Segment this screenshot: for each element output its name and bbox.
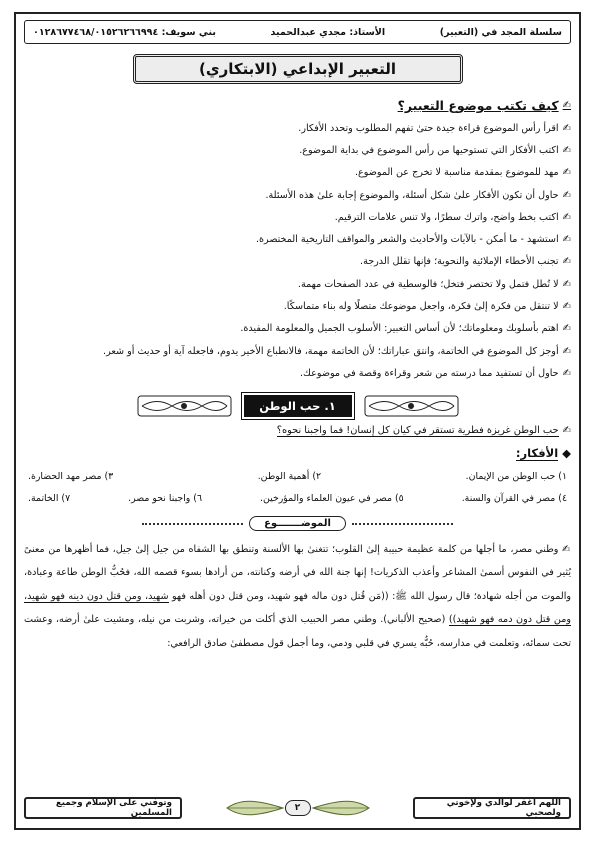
tip-item — [24, 117, 571, 139]
footer-left-box: وتوفني على الإسلام وجميع المسلمين — [24, 797, 182, 819]
hadith-quote: شهيد، ومن قتل دون دينه فهو شهيد، ومن قتل دون دمه فهو شهيد)) — [24, 590, 571, 626]
section-heading — [24, 98, 571, 113]
idea-item: ٤) مصر في القرآن والسنة. — [461, 492, 567, 504]
ornament-left — [137, 395, 232, 417]
page-title: التعبير الإبداعي (الابتكاري) — [133, 54, 463, 84]
leaf-ornament-icon — [311, 799, 371, 817]
tip-text: لا تنتقل من فكرة إلىٰ فكرة، واجعل موضوعك متصلًا وله بناء متماسكًا. — [283, 301, 559, 313]
tip-item — [24, 139, 571, 161]
tip-item — [24, 340, 571, 362]
hand-pointer-icon: ✍ — [562, 167, 571, 179]
tip-item — [24, 206, 571, 228]
tip-text: استشهد - ما أمكن - بالآيات والأحاديث والشعر والمواقف التاريخية المختصرة. — [255, 234, 559, 246]
hand-pointer-icon: ✍ — [562, 301, 571, 313]
hadith-citation: (صحيح الألباني). — [376, 614, 449, 626]
hand-pointer-icon: ✍ — [562, 189, 571, 201]
tip-text: حاول أن تكون الأفكار علىٰ شكل أسئلة، والموضوع إجابة علىٰ هذه الأسئلة. — [265, 189, 559, 201]
tip-item — [24, 228, 571, 250]
footer-right-box: اللهم اغفر لوالدي ولإخوتي ولصحبي — [413, 797, 571, 819]
hand-pointer-icon: ✍ — [562, 256, 571, 268]
tip-text: اكتب بخط واضح، واترك سطرًا، ولا تنس علامات الترقيم. — [334, 211, 559, 223]
tip-item — [24, 362, 571, 384]
divider-line — [352, 523, 453, 525]
page-number-ornament — [225, 799, 371, 817]
hand-icon: ✍ — [562, 100, 571, 111]
hand-pointer-icon: ✍ — [562, 122, 571, 134]
tip-item — [24, 273, 571, 295]
topic-title: ١. حب الوطن — [242, 393, 354, 419]
section-heading-text: كيف تكتب موضوع التعبير؟ — [397, 98, 559, 113]
hand-icon: ✍ — [562, 425, 571, 437]
hand-pointer-icon: ✍ — [562, 234, 571, 246]
tip-text: تجنب الأخطاء الإملائية والنحوية؛ فإنها تقلل الدرجة. — [360, 256, 559, 268]
ideas-row-1 — [24, 471, 571, 482]
hand-pointer-icon: ✍ — [562, 211, 571, 223]
tip-text: لا تُطل فتمل ولا تختصر فتخل؛ فالوسطية في عدد الصفحات مهمة. — [297, 278, 559, 290]
idea-item: ٥) مصر في عيون العلماء والمؤرخين. — [260, 492, 404, 504]
idea-item: ٧) الخاتمة. — [28, 492, 71, 504]
leaf-ornament-icon — [225, 799, 285, 817]
tip-item — [24, 295, 571, 317]
tips-list — [24, 117, 571, 385]
contact-info: بني سويف: ٠١٢٨٦٧٧٤٦٨/٠١٥٢٦٢٦٦٩٩٤ — [33, 26, 216, 38]
series-title: سلسلة المجد في (التعبير) — [439, 26, 562, 38]
divider-line — [142, 523, 243, 525]
essay-label: الموضـــــــوع — [249, 516, 346, 531]
tip-text: اكتب الأفكار التي تستوحيها من رأس الموضوع في بداية الموضوع. — [299, 144, 559, 156]
essay-paragraph: وطني مصر، ما أجلها من كلمة عظيمة حبيبة إلىٰ القلوب؛ تتغنىٰ بها الألسنة وتنطق بها الشفاه من جيل إلىٰ جيل، فما أظهرها من معنىً يُثير في النفوس أسمىٰ المشاعر وأعذب الذكريات! إنها جنة الله في أرضه وكنانته، من أرادها بسوء قصمه الله، فحُبُّ الوطن طاعة وعبادة، والموت من أجله شهادة؛ قال رسول الله ﷺ: ((مَن قُتل دون ماله فهو شهيد، ومن قتل دون أهله فهو — [24, 543, 571, 602]
teacher-name: الأستاذ: مجدي عبدالحميد — [270, 26, 386, 38]
tip-text: أوجز كل الموضوع في الخاتمة، وانتق عباراتك؛ لأن الخاتمة مهمة، فالانطباع الأخير يدوم، فاجعله آية أو حديث أو شعر. — [103, 345, 559, 357]
diamond-icon: ◆ — [562, 446, 571, 461]
hand-pointer-icon: ✍ — [562, 323, 571, 335]
idea-item: ٣) مصر مهد الحضارة. — [28, 470, 114, 482]
topic-banner — [24, 391, 571, 421]
tip-item — [24, 318, 571, 340]
tip-item — [24, 162, 571, 184]
idea-item: ٦) واجبنا نحو مصر. — [128, 492, 203, 504]
essay-divider — [143, 514, 453, 534]
ideas-heading-text: الأفكار: — [515, 445, 559, 460]
tip-text: حاول أن تستفيد مما درسته من شعر وقراءة وقصة في موضوعك. — [300, 367, 559, 379]
tip-item — [24, 184, 571, 206]
hand-pointer-icon: ✍ — [562, 345, 571, 357]
tip-text: اهتم بأسلوبك ومعلوماتك؛ لأن أساس التعبير: الأسلوب الجميل والمعلومة المفيدة. — [240, 323, 559, 335]
topic-question — [24, 425, 571, 437]
ideas-row-2 — [24, 493, 571, 504]
page-number: ٢ — [285, 800, 311, 816]
tip-text: اقرأ رأس الموضوع قراءة جيدة حتىٰ تفهم المطلوب وتحدد الأفكار. — [298, 122, 559, 134]
ideas-heading — [24, 446, 571, 461]
idea-item: ١) حب الوطن من الإيمان. — [465, 470, 567, 482]
hand-pointer-icon: ✍ — [562, 367, 571, 379]
hand-pointer-icon: ✍ — [562, 278, 571, 290]
page-header — [24, 20, 571, 44]
page-frame — [14, 12, 581, 830]
ornament-right — [364, 395, 459, 417]
hand-pointer-icon: ✍ — [562, 144, 571, 156]
tip-item — [24, 251, 571, 273]
topic-question-text: حب الوطن غريزة فطرية تستقر في كيان كل إنسان! فما واجبنا نحوه؟ — [276, 424, 559, 436]
idea-item: ٢) أهمية الوطن. — [257, 470, 322, 482]
essay-body — [24, 538, 571, 656]
page-footer — [24, 796, 571, 820]
essay-paragraph-2: وطني مصر الحبيب الذي أكلت من خيراته، وشربت من نيله، ومشيت علىٰ أرضه، وعشت تحت سمائه، وتعلمت في مدارسه، حُبُّه يسري في قلبي ودمي، وما أجمل قول مصطفىٰ صادق الرافعي: — [24, 614, 571, 649]
hand-icon: ✍ — [562, 543, 571, 555]
tip-text: مهد للموضوع بمقدمة مناسبة لا تخرج عن الموضوع. — [354, 167, 559, 179]
